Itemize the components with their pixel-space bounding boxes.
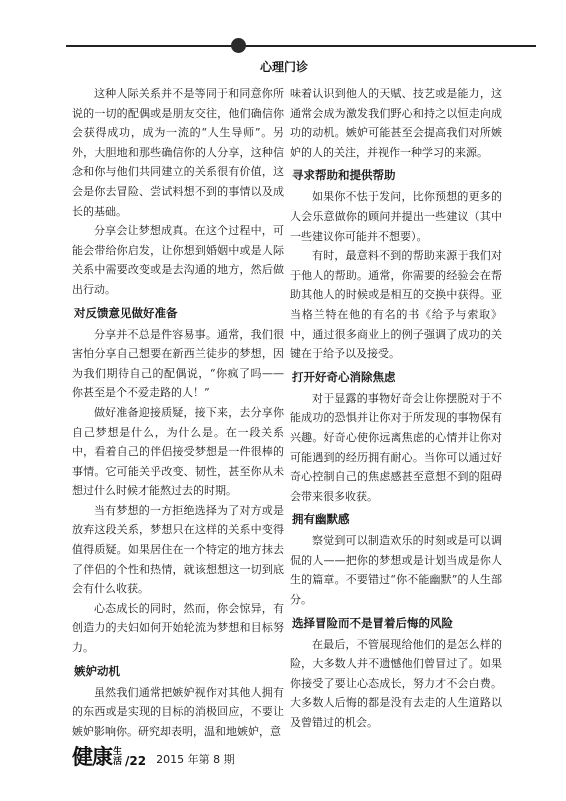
paragraph: 分享会让梦想成真。在这个过程中，可能会带给你启发，让你想到婚姻中或是人际关系中需要改变或是去沟通的地方，然后做出行动。 bbox=[72, 224, 284, 296]
left-column bbox=[72, 84, 284, 741]
paragraph: 对于显露的事物好奇会让你摆脱对于不能成功的恐惧并让你对于所发现的事物保有兴趣。好奇心使你远离焦虑的心情并让你对可能遇到的经历拥有耐心。当你可以通过好奇心控制自己的焦虑感甚至意想不到的阻碍会带来很多收获。 bbox=[290, 391, 502, 503]
subheading: 拥有幽默感 bbox=[292, 512, 350, 527]
magazine-logo: 健康 bbox=[72, 745, 112, 769]
subheading: 嫉妒动机 bbox=[74, 663, 120, 678]
header-rule bbox=[66, 45, 536, 47]
paragraph: 察觉到可以制造欢乐的时刻或是可以调侃的人——把你的梦想或是计划当成是你人生的篇章。不要错过“你不能幽默”的人生部分。 bbox=[290, 534, 502, 607]
section-label: 心理门诊 bbox=[259, 60, 308, 74]
subheading: 对反馈意见做好准备 bbox=[74, 305, 178, 320]
paragraph-continued: 味着认识到他人的天赋、技艺或是能力，这通常会成为激发我们野心和持之以恒走向成功的动机。嫉妒可能甚至会提高我们对所嫉妒的人的关注，并视作一种学习的来源。 bbox=[290, 87, 502, 159]
paragraph: 做好准备迎接质疑，接下来，去分享你自己梦想是什么，为什么是。在一段关系中，看着自己的伴侣接受梦想是一件很棒的事情。它可能关乎改变、韧性，甚至你从未想过什么时候才能熬过去的时期。 bbox=[72, 405, 284, 498]
paragraph: 有时，最意料不到的帮助来源于我们对于他人的帮助。通常，你需要的经验会在帮助其他人的时候或是相互的交换中获得。亚当格兰特在他的有名的书《给予与索取》中，通过很多商业上的例子强调了成功的关键在于给予以及接受。 bbox=[290, 249, 502, 361]
paragraph: 在最后，不管展现给他们的是怎么样的险，大多数人并不遗憾他们曾冒过了。如果你接受了要让心态成长，努力才不会白费。大多数人后悔的都是没有去走的人生道路以及曾错过的机会。 bbox=[290, 637, 502, 730]
page-number: /22 bbox=[125, 754, 147, 768]
paragraph: 当有梦想的一方拒绝选择为了对方或是放弃这段关系，梦想只在这样的关系中变得值得质疑。如果居住在一个特定的地方抹去了伴侣的个性和热情，就该想想这一切到底会有什么收获。 bbox=[72, 503, 284, 596]
paragraph: 这种人际关系并不是等同于和同意你所说的一切的配偶或是朋友交往，他们确信你会获得成功，成为一流的“人生导师”。另外，大胆地和那些确信你的人分享，这种信念和你与他们共同建立的关系很有价值，这会是你去冒险、尝试料想不到的事情以及成长的基础。 bbox=[72, 87, 284, 218]
issue-info: 2015 年第 8 期 bbox=[156, 753, 235, 766]
paragraph: 心态成长的同时，然而，你会惊异，有创造力的夫妇如何开始轮流为梦想和目标努力。 bbox=[72, 601, 284, 655]
subheading: 寻求帮助和提供帮助 bbox=[292, 168, 396, 183]
right-column bbox=[290, 84, 502, 733]
magazine-logo-small: 生活 bbox=[113, 747, 123, 767]
page-footer bbox=[72, 741, 235, 771]
paragraph: 如果你不怯于发问，比你预想的更多的人会乐意做你的顾问并提出一些建议（其中一些建议你可能并不想要）。 bbox=[290, 190, 502, 243]
subheading: 选择冒险而不是冒着后悔的风险 bbox=[292, 615, 453, 630]
paragraph: 虽然我们通常把嫉妒视作对其他人拥有的东西或是实现的目标的消极回应，不要让嫉妒影响你。研究却表明，温和地嫉妒，意 bbox=[72, 685, 284, 738]
paragraph: 分享并不总是件容易事。通常，我们很害怕分享自己想要在新西兰徒步的梦想，因为我们期待自己的配偶说，“你疯了吗——你甚至是个不爱走路的人！” bbox=[72, 327, 284, 400]
header-dot-ornament bbox=[231, 38, 246, 53]
subheading: 打开好奇心消除焦虑 bbox=[292, 369, 396, 384]
